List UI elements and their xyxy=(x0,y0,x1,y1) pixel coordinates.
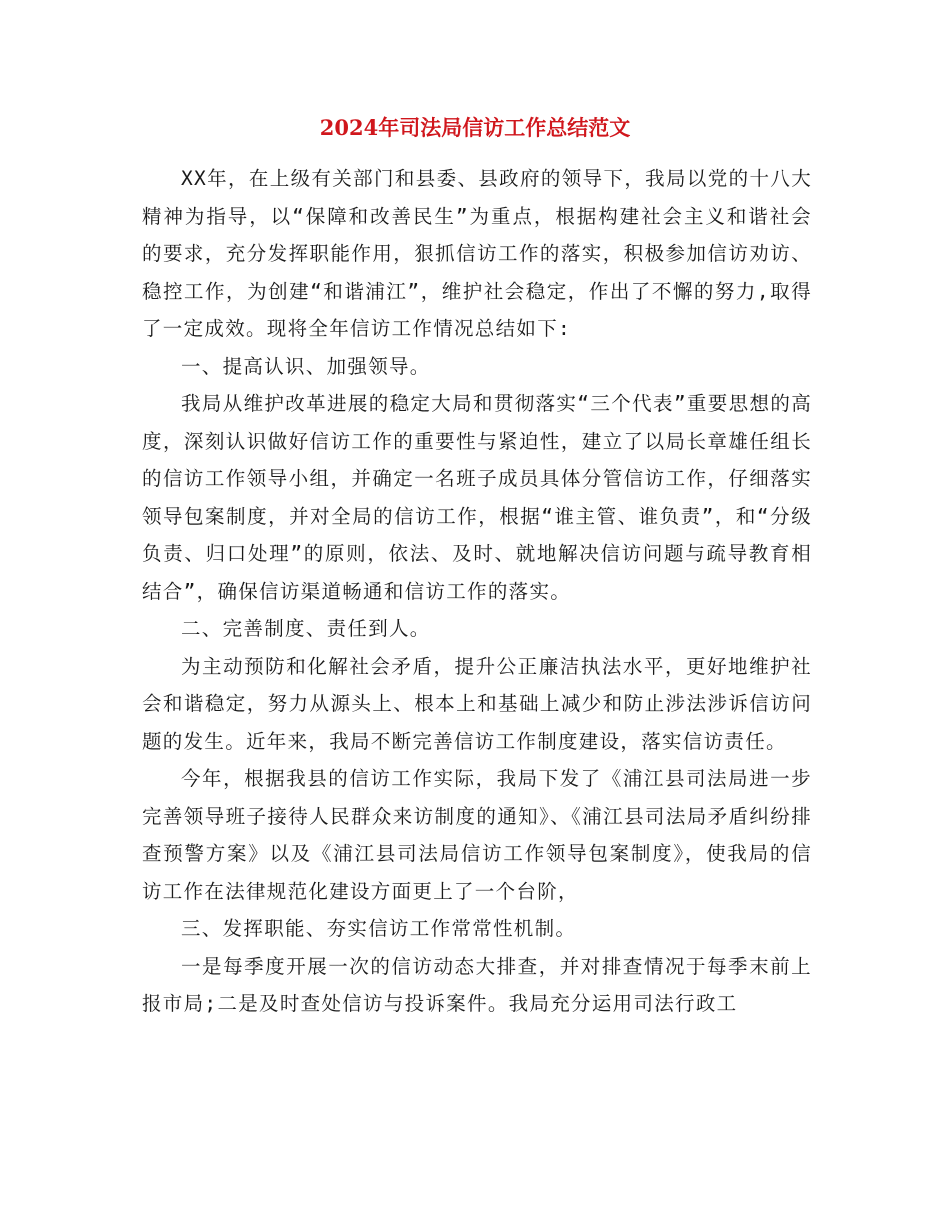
body-paragraph: 一是每季度开展一次的信访动态大排查，并对排查情况于每季末前上报市局;二是及时查处信访与投诉案件。我局充分运用司法行政工 xyxy=(142,954,812,1015)
body-paragraph: 为主动预防和化解社会矛盾，提升公正廉洁执法水平，更好地维护社会和谐稳定，努力从源头上、根本上和基础上减少和防止涉法涉诉信访问题的发生。近年来，我局不断完善信访工作制度建设，落实信访责任。 xyxy=(142,654,812,753)
body-paragraph: 我局从维护改革进展的稳定大局和贯彻落实“三个代表”重要思想的高度，深刻认识做好信访工作的重要性与紧迫性，建立了以局长章雄任组长的信访工作领导小组，并确定一名班子成员具体分管信访工作，仔细落实领导包案制度，并对全局的信访工作，根据“谁主管、谁负责”，和“分级负责、归口处理”的原则，依法、及时、就地解决信访问题与疏导教育相结合”，确保信访渠道畅通和信访工作的落实。 xyxy=(142,392,812,603)
section-heading-2: 二、完善制度、责任到人。 xyxy=(181,617,431,640)
section-heading-3: 三、发挥职能、夯实信访工作常常性机制。 xyxy=(181,917,577,940)
body-paragraph: 今年，根据我县的信访工作实际，我局下发了《浦江县司法局进一步完善领导班子接待人民群众来访制度的通知》、《浦江县司法局矛盾纠纷排查预警方案》以及《浦江县司法局信访工作领导包案制度》，使我局的信访工作在法律规范化建设方面更上了一个台阶， xyxy=(142,767,812,903)
document-title: 2024年司法局信访工作总结范文 xyxy=(319,115,631,140)
intro-paragraph: XX年，在上级有关部门和县委、县政府的领导下，我局以党的十八大精神为指导，以“保障和改善民生”为重点，根据构建社会主义和谐社会的要求，充分发挥职能作用，狠抓信访工作的落实，积极参加信访劝访、稳控工作，为创建“和谐浦江”，维护社会稳定，作出了不懈的努力,取得了一定成效。现将全年信访工作情况总结如下: xyxy=(142,167,812,340)
document-body xyxy=(142,160,812,1023)
section-heading-1: 一、提高认识、加强领导。 xyxy=(181,354,431,378)
